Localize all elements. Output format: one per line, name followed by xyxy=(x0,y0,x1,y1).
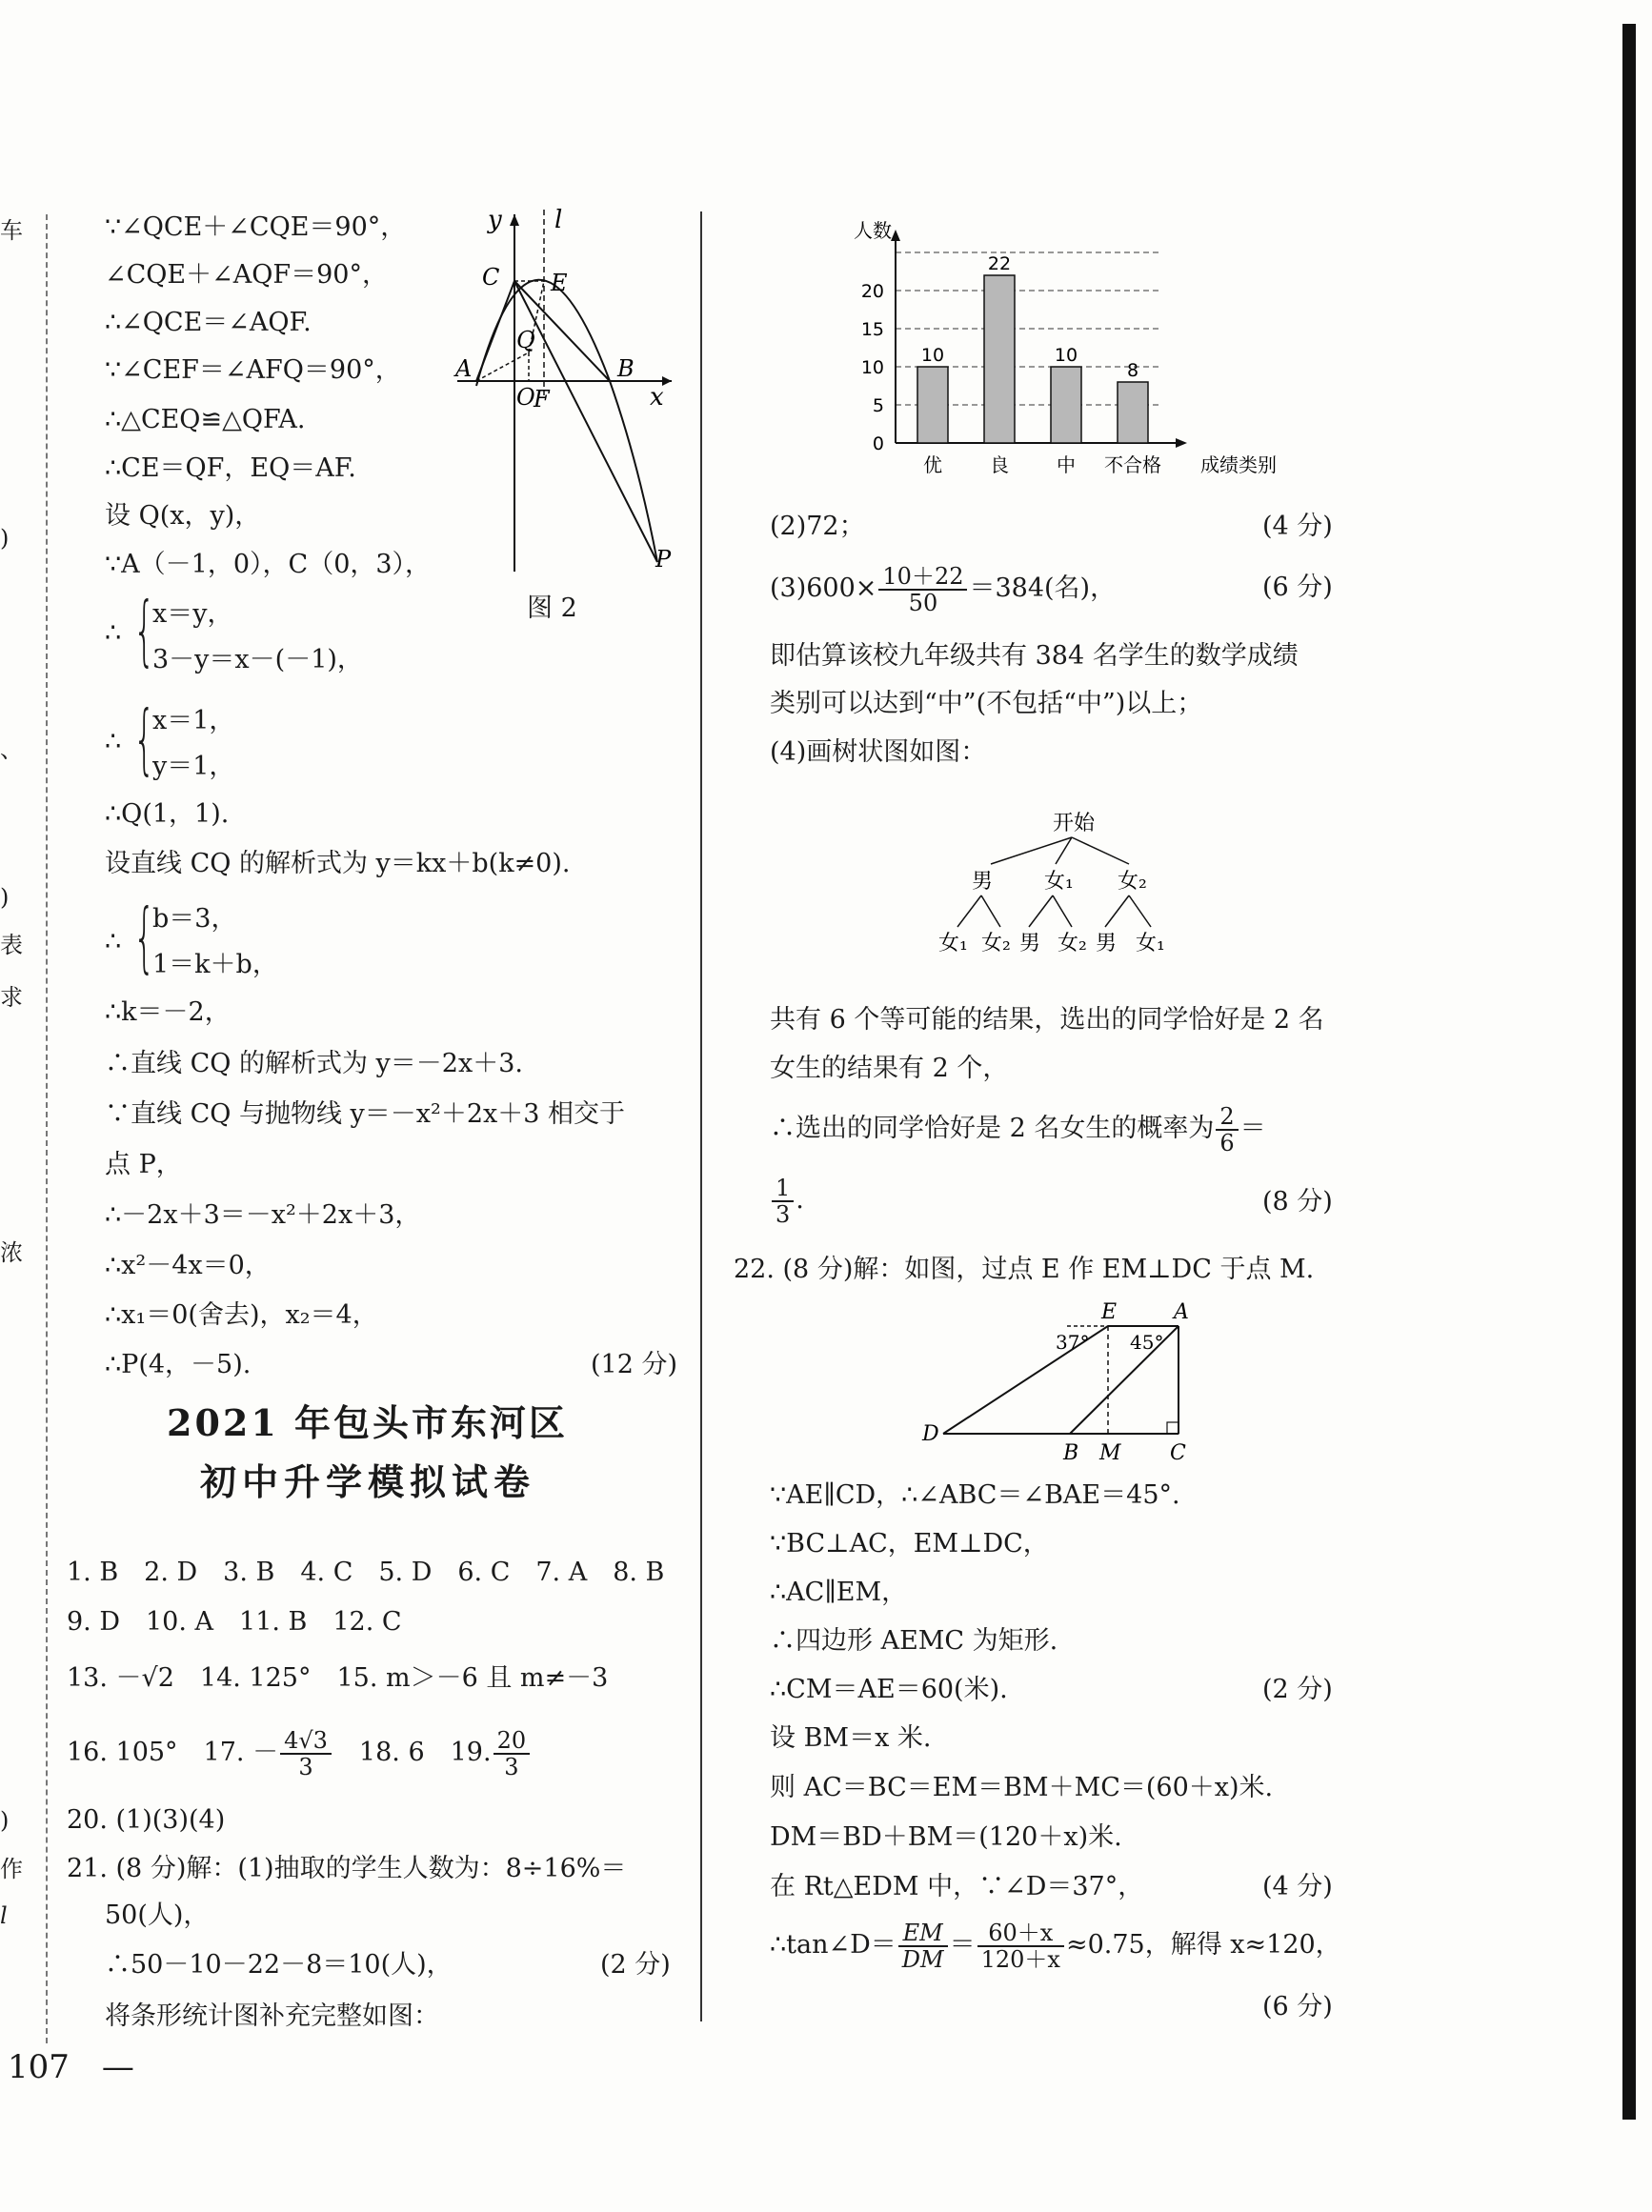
bar-data-label: 22 xyxy=(987,253,1012,274)
system-line: y＝1， xyxy=(152,752,235,781)
y-tick-label: 15 xyxy=(860,319,884,340)
center-separator xyxy=(700,211,702,2021)
margin-mark: 、 xyxy=(0,736,23,763)
label-E: E xyxy=(1101,1300,1118,1324)
line: ∴P(4，－5). xyxy=(105,1350,252,1379)
answers-row-3: 13. －√2 14. 125° 15. m＞－6 且 m≠－3 xyxy=(67,1663,609,1693)
line: ∴CE＝QF，EQ＝AF. xyxy=(105,453,356,483)
tree-l2: 男 xyxy=(1096,932,1118,955)
label-C: C xyxy=(482,264,500,291)
step-6: 设 BM＝x 米. xyxy=(770,1723,932,1753)
label-x: x xyxy=(650,383,664,412)
answers-row-4a: 16. 105° 17. － xyxy=(67,1738,279,1767)
part-3-line-d: 类别可以达到“中”(不包括“中”)以上； xyxy=(770,689,1203,718)
score: (6 分) xyxy=(1262,1992,1333,2021)
line: 设 Q(x，y)， xyxy=(105,501,261,531)
x-axis-label: 成绩类别 xyxy=(1200,453,1277,476)
page-number: 107 — xyxy=(8,2048,134,2086)
y-tick-label: 0 xyxy=(872,433,884,454)
part-3-text: (3)600× xyxy=(770,573,877,603)
therefore-sign: ∴ xyxy=(105,727,122,756)
label-M: M xyxy=(1099,1441,1121,1465)
label-O: O xyxy=(516,384,535,411)
result-text: . xyxy=(796,1185,804,1215)
step-8: DM＝BD＋BM＝(120＋x)米. xyxy=(770,1822,1122,1852)
score: (6 分) xyxy=(1262,573,1333,602)
step-5: ∴CM＝AE＝60(米). xyxy=(770,1675,1008,1704)
line: ∴－2x＋3＝－x²＋2x＋3， xyxy=(105,1200,421,1230)
line: ∴k＝－2， xyxy=(105,997,231,1027)
step-7: 则 AC＝BC＝EM＝BM＋MC＝(60＋x)米. xyxy=(770,1773,1274,1802)
result-text: ＝ xyxy=(1239,1114,1266,1143)
fraction: $\frac{EM}{DM}$ xyxy=(898,1920,948,1972)
score: (8 分) xyxy=(1262,1187,1333,1217)
label-l: l xyxy=(554,206,563,234)
bar xyxy=(984,275,1015,443)
line: ∴直线 CQ 的解析式为 y＝－2x＋3. xyxy=(105,1049,523,1078)
label-45: 45° xyxy=(1130,1331,1164,1354)
y-tick-label: 10 xyxy=(860,357,884,378)
x-tick-label: 不合格 xyxy=(1104,453,1161,476)
q21-line-d: 将条形统计图补充完整如图： xyxy=(105,2001,439,2031)
tree-l1: 男 xyxy=(972,870,994,894)
tree-l2: 女₂ xyxy=(981,932,1011,955)
result-line-b: 女生的结果有 2 个， xyxy=(770,1054,1009,1083)
bar xyxy=(1051,367,1081,443)
left-separator xyxy=(46,214,48,2043)
part-4: (4)画树状图如图： xyxy=(770,737,987,767)
y-tick-label: 5 xyxy=(872,395,884,416)
line: ∵∠CEF＝∠AFQ＝90°， xyxy=(105,355,401,385)
result-line-c xyxy=(770,1100,1266,1157)
answers-row-4 xyxy=(67,1726,532,1780)
tree-root: 开始 xyxy=(1053,812,1096,835)
margin-mark: 表 xyxy=(0,932,23,958)
part-3 xyxy=(770,560,1116,617)
result-line-d xyxy=(770,1172,804,1229)
system-line: x＝1， xyxy=(152,706,235,735)
therefore-sign: ∴ xyxy=(105,927,122,956)
line: 设直线 CQ 的解析式为 y＝kx＋b(k≠0). xyxy=(105,849,571,878)
bar-data-label: 8 xyxy=(1126,360,1139,381)
tree-l2: 男 xyxy=(1019,932,1041,955)
label-F: F xyxy=(534,386,550,412)
part-2: (2)72； xyxy=(770,512,865,541)
label-A: A xyxy=(1174,1300,1189,1324)
page-edge-bar xyxy=(1622,24,1636,2120)
q22-heading: 22. (8 分)解：如图，过点 E 作 EM⊥DC 于点 M. xyxy=(734,1255,1315,1284)
step-10 xyxy=(770,1915,1341,1976)
line: 点 P， xyxy=(105,1150,182,1179)
margin-mark: 车 xyxy=(0,217,23,244)
answers-row-2: 9. D 10. A 11. B 12. C xyxy=(67,1607,402,1637)
tree-l2: 女₁ xyxy=(938,932,968,955)
label-Q: Q xyxy=(516,327,535,353)
label-D: D xyxy=(922,1422,939,1446)
step-3: ∴AC∥EM， xyxy=(770,1578,908,1607)
tree-l1: 女₂ xyxy=(1118,870,1147,894)
system-line: x＝y， xyxy=(152,599,233,629)
step-10-text: ∴tan∠D＝ xyxy=(770,1930,897,1960)
therefore-sign: ∴ xyxy=(105,618,122,648)
tree-l2: 女₁ xyxy=(1136,932,1165,955)
step-10-text: ＝ xyxy=(949,1930,976,1960)
label-P: P xyxy=(655,546,672,573)
label-y: y xyxy=(488,206,502,234)
q21-line-c: ∴50－10－22－8＝10(人)， xyxy=(105,1950,453,1980)
score: (2 分) xyxy=(600,1950,671,1980)
line: ∵直线 CQ 与抛物线 y＝－x²＋2x＋3 相交于 xyxy=(105,1099,626,1129)
score: (4 分) xyxy=(1262,512,1333,541)
step-1: ∵AE∥CD，∴∠ABC＝∠BAE＝45°. xyxy=(770,1480,1180,1510)
line: ∴△CEQ≌△QFA. xyxy=(105,405,306,434)
y-axis-arrow xyxy=(891,230,900,241)
step-9: 在 Rt△EDM 中，∵∠D＝37°， xyxy=(770,1872,1144,1901)
line: ∠CQE＋∠AQF＝90°， xyxy=(105,260,388,290)
x-tick-label: 中 xyxy=(1057,453,1076,476)
score: (12 分) xyxy=(591,1350,678,1379)
margin-mark: 求 xyxy=(0,984,23,1011)
bar-data-label: 10 xyxy=(1054,345,1078,366)
brace: { xyxy=(133,586,155,674)
fraction: $\frac{4√3}{3}$ xyxy=(280,1728,332,1780)
answers-row-4b: 18. 6 19. xyxy=(358,1738,492,1767)
margin-mark: ) xyxy=(0,1807,10,1834)
system-line: b＝3， xyxy=(152,904,237,934)
x-tick-label: 良 xyxy=(990,453,1009,476)
step-10-text: ≈0.75，解得 x≈120， xyxy=(1065,1930,1341,1960)
brace: { xyxy=(133,694,155,783)
line: ∴∠QCE＝∠AQF. xyxy=(105,308,312,337)
part-3-text: ＝384(名)， xyxy=(969,573,1117,603)
margin-mark: l xyxy=(0,1902,8,1929)
x-axis-arrow xyxy=(1176,438,1187,448)
part-3-line-c: 即估算该校九年级共有 384 名学生的数学成绩 xyxy=(770,641,1299,671)
fraction: $\frac{1}{3}$ xyxy=(772,1176,794,1227)
figure-22 xyxy=(915,1296,1200,1467)
q21-line-a: 21. (8 分)解：(1)抽取的学生人数为：8÷16%＝ xyxy=(67,1854,627,1883)
margin-mark: ) xyxy=(0,884,10,911)
label-A: A xyxy=(455,355,473,382)
q21-line-b: 50(人)， xyxy=(105,1900,210,1930)
tree-l1: 女₁ xyxy=(1044,870,1074,894)
line: ∵A（－1，0），C（0，3）， xyxy=(105,550,432,579)
fraction: $\frac{2}{6}$ xyxy=(1216,1104,1238,1156)
margin-mark: 浓 xyxy=(0,1239,23,1266)
label-37: 37° xyxy=(1056,1331,1090,1354)
y-tick-label: 20 xyxy=(860,281,884,302)
label-E: E xyxy=(551,270,568,296)
figure-2-parabola xyxy=(438,205,686,586)
bar xyxy=(917,367,948,443)
label-B: B xyxy=(617,355,635,382)
system-line: 3－y＝x－(－1)， xyxy=(152,645,363,674)
step-4: ∴四边形 AEMC 为矩形. xyxy=(770,1626,1058,1656)
line: ∴x²－4x＝0， xyxy=(105,1251,271,1280)
fraction: $\frac{60+x}{120+x}$ xyxy=(977,1920,1064,1972)
step-2: ∵BC⊥AC，EM⊥DC， xyxy=(770,1529,1049,1558)
label-C: C xyxy=(1170,1441,1186,1465)
result-line-a: 共有 6 个等可能的结果，选出的同学恰好是 2 名 xyxy=(770,1005,1324,1035)
fraction: $\frac{10+22}{50}$ xyxy=(878,564,967,615)
result-text: ∴选出的同学恰好是 2 名女生的概率为 xyxy=(770,1114,1215,1143)
bar-chart xyxy=(838,214,1277,491)
score: (2 分) xyxy=(1262,1675,1333,1704)
y-axis-label: 人数 xyxy=(854,219,892,242)
bar xyxy=(1118,382,1148,443)
system-line: 1＝k＋b， xyxy=(152,950,278,979)
exam-title-2: 初中升学模拟试卷 xyxy=(200,1460,536,1503)
line: ∵∠QCE＋∠CQE＝90°， xyxy=(105,212,407,242)
tree-l2: 女₂ xyxy=(1058,932,1087,955)
answers-row-1: 1. B 2. D 3. B 4. C 5. D 6. C 7. A 8. B xyxy=(67,1558,665,1587)
fraction: $\frac{20}{3}$ xyxy=(494,1728,531,1780)
line: ∴x₁＝0(舍去)，x₂＝4， xyxy=(105,1300,378,1330)
answers-row-5: 20. (1)(3)(4) xyxy=(67,1805,226,1835)
brace: { xyxy=(133,893,155,981)
tree-diagram xyxy=(934,805,1210,972)
bar-data-label: 10 xyxy=(920,345,945,366)
margin-mark: 作 xyxy=(0,1856,23,1882)
line: ∴Q(1，1). xyxy=(105,799,230,829)
label-B: B xyxy=(1063,1441,1079,1465)
margin-mark: ) xyxy=(0,525,10,552)
x-tick-label: 优 xyxy=(923,453,942,476)
figure-2-caption: 图 2 xyxy=(527,593,577,623)
score: (4 分) xyxy=(1262,1872,1333,1901)
exam-title-1: 2021 年包头市东河区 xyxy=(167,1401,568,1444)
